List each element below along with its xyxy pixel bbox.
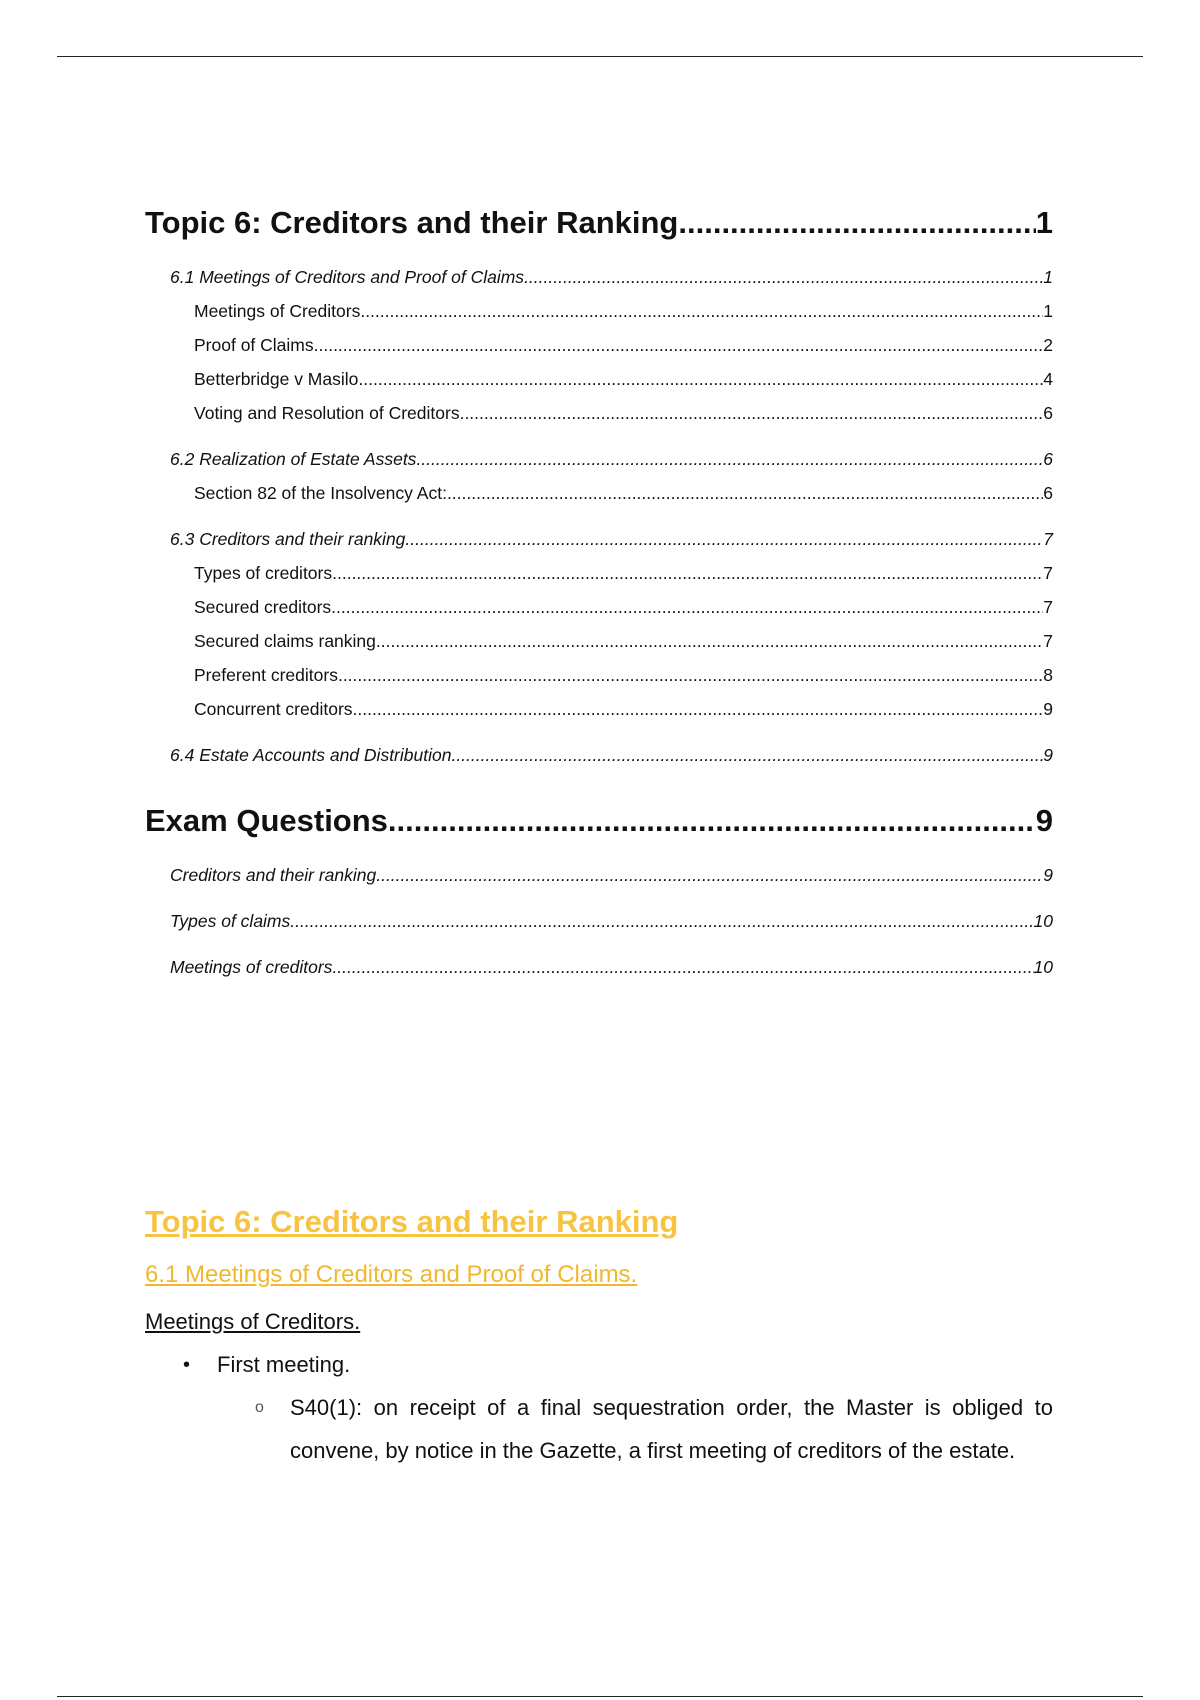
- toc-leader-dots: [338, 658, 1043, 692]
- toc-leader-dots: [290, 904, 1033, 938]
- toc-entry-page: 1: [1043, 267, 1053, 287]
- toc-entry-label: Exam Questions: [145, 803, 388, 838]
- section-heading: 6.1 Meetings of Creditors and Proof of Claims.: [145, 1261, 638, 1288]
- sub-bullet-marker: o: [255, 1399, 264, 1416]
- toc-entry-page: 7: [1043, 631, 1053, 651]
- document-body: [145, 1196, 1053, 1472]
- toc-entry-label: 6.2 Realization of Estate Assets: [170, 449, 417, 469]
- toc-entry-label: 6.3 Creditors and their ranking: [170, 529, 406, 549]
- toc-leader-dots: [332, 556, 1043, 590]
- toc-entry-label: Meetings of Creditors: [194, 301, 361, 321]
- toc-entry-page: 9: [1043, 865, 1053, 885]
- toc-entry-page: 6: [1043, 403, 1053, 423]
- toc-entry-label: Preferent creditors: [194, 665, 338, 685]
- toc-entry-page: 8: [1043, 665, 1053, 685]
- toc-entry-label: 6.1 Meetings of Creditors and Proof of Claims: [170, 267, 525, 287]
- toc-entry-page: 1: [1043, 301, 1053, 321]
- toc-entry-section-82[interactable]: [145, 476, 1053, 510]
- bullet-marker: •: [183, 1354, 191, 1376]
- toc-entry-exam-types-of-claims[interactable]: [145, 904, 1053, 938]
- toc-entry-label: Types of claims: [170, 911, 291, 931]
- topic-heading: Topic 6: Creditors and their Ranking: [145, 1204, 679, 1239]
- toc-leader-dots: [314, 328, 1044, 362]
- toc-leader-dots: [460, 396, 1044, 430]
- toc-entry-page: 7: [1043, 529, 1053, 549]
- toc-entry-label: 6.4 Estate Accounts and Distribution: [170, 745, 452, 765]
- toc-entry-exam-meetings-of-creditors[interactable]: [145, 950, 1053, 984]
- toc-entry-label: Voting and Resolution of Creditors: [194, 403, 460, 423]
- toc-entry-page: 9: [1043, 745, 1053, 765]
- toc-entry-section-6-1[interactable]: [145, 260, 1053, 294]
- sub-list-item: [145, 1386, 1053, 1472]
- toc-leader-dots: [678, 198, 1035, 248]
- toc-leader-dots: [451, 738, 1043, 772]
- toc-entry-exam-questions[interactable]: [145, 796, 1053, 846]
- toc-entry-proof-of-claims[interactable]: [145, 328, 1053, 362]
- toc-entry-page: 10: [1033, 911, 1053, 931]
- toc-leader-dots: [358, 362, 1043, 396]
- toc-entry-page: 4: [1043, 369, 1053, 389]
- toc-entry-label: Concurrent creditors: [194, 699, 353, 719]
- toc-leader-dots: [360, 294, 1043, 328]
- toc-entry-exam-creditors-ranking[interactable]: [145, 858, 1053, 892]
- toc-entry-secured-creditors[interactable]: [145, 590, 1053, 624]
- toc-entry-label: Topic 6: Creditors and their Ranking: [145, 205, 679, 240]
- toc-entry-label: Meetings of creditors: [170, 957, 333, 977]
- toc-entry-voting-and-resolution[interactable]: [145, 396, 1053, 430]
- toc-leader-dots: [331, 590, 1043, 624]
- toc-entry-concurrent-creditors[interactable]: [145, 692, 1053, 726]
- toc-entry-preferent-creditors[interactable]: [145, 658, 1053, 692]
- list-item: [145, 1344, 1053, 1386]
- toc-entry-page: 7: [1043, 597, 1053, 617]
- toc-entry-page: 10: [1033, 957, 1053, 977]
- toc-entry-label: Proof of Claims: [194, 335, 314, 355]
- toc-entry-section-6-4[interactable]: [145, 738, 1053, 772]
- toc-entry-secured-claims-ranking[interactable]: [145, 624, 1053, 658]
- toc-leader-dots: [416, 442, 1043, 476]
- toc-entry-page: 6: [1043, 449, 1053, 469]
- toc-leader-dots: [388, 796, 1036, 846]
- toc-entry-page: 1: [1035, 205, 1053, 240]
- table-of-contents: [145, 198, 1053, 984]
- sub-list-item-text: S40(1): on receipt of a final sequestration order, the Master is obliged to convene, by notice in the Gazette, a first meeting of creditors of the estate.: [290, 1395, 1053, 1463]
- toc-leader-dots: [376, 624, 1043, 658]
- toc-entry-betterbridge-v-masilo[interactable]: [145, 362, 1053, 396]
- list-item-text: First meeting.: [217, 1352, 351, 1377]
- footer-rule: [57, 1696, 1143, 1697]
- toc-entry-label: Secured claims ranking: [194, 631, 376, 651]
- toc-leader-dots: [405, 522, 1043, 556]
- toc-entry-label: Types of creditors: [194, 563, 333, 583]
- toc-entry-section-6-2[interactable]: [145, 442, 1053, 476]
- toc-entry-meetings-of-creditors[interactable]: [145, 294, 1053, 328]
- toc-entry-page: 7: [1043, 563, 1053, 583]
- toc-entry-types-of-creditors[interactable]: [145, 556, 1053, 590]
- toc-entry-page: 9: [1043, 699, 1053, 719]
- toc-entry-label: Secured creditors: [194, 597, 332, 617]
- toc-entry-label: Creditors and their ranking: [170, 865, 377, 885]
- toc-entry-topic-6[interactable]: [145, 198, 1053, 248]
- header-rule: [57, 56, 1143, 57]
- toc-entry-page: 6: [1043, 483, 1053, 503]
- toc-leader-dots: [332, 950, 1033, 984]
- toc-entry-page: 2: [1043, 335, 1053, 355]
- toc-leader-dots: [447, 476, 1043, 510]
- toc-entry-label: Section 82 of the Insolvency Act:: [194, 483, 447, 503]
- toc-leader-dots: [376, 858, 1043, 892]
- toc-leader-dots: [353, 692, 1044, 726]
- toc-leader-dots: [524, 260, 1043, 294]
- toc-entry-section-6-3[interactable]: [145, 522, 1053, 556]
- toc-entry-label: Betterbridge v Masilo: [194, 369, 359, 389]
- meetings-subheading: Meetings of Creditors.: [145, 1309, 361, 1334]
- toc-entry-page: 9: [1035, 803, 1053, 838]
